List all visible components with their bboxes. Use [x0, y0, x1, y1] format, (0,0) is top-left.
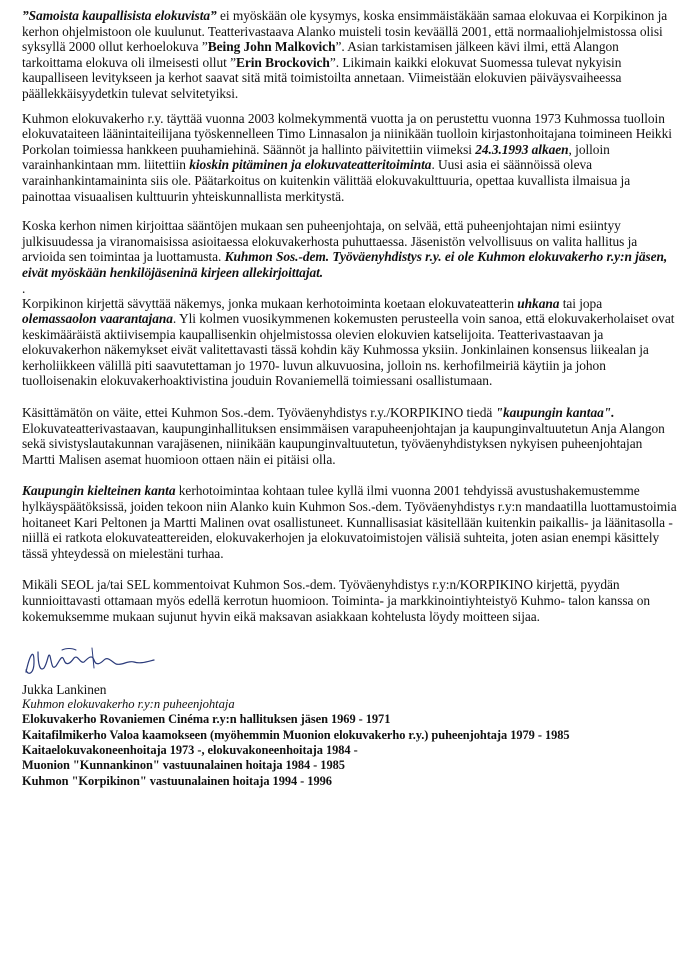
text: ”. Asian tarkistamisen jälkeen kävi ilmi, että Alangon tarkoittama elokuva oli ilmeisesti ollut ”	[22, 39, 619, 70]
text: Mikäli SEOL ja/tai SEL kommentoivat Kuhmon Sos.-dem. Työväenyhdistys r.y:n/KORPIKINO kirjettä, pyydän kunnioittavasti ottamaan myös edellä kerrotun huomioon. Toiminta- ja markkinointiyhteistyö Kuhmo- talon kanssa on kokemuksemme mukaan sujunut hyvin eikä maksavan asiakkaan kohtelusta löydy moitteen sijaa.	[22, 577, 650, 624]
paragraph-closing	[22, 577, 678, 624]
signer-name: Jukka Lankinen	[22, 682, 107, 698]
paragraph-threat	[22, 296, 678, 390]
text: Elokuvateatterivastaavan, kaupunginhallituksen ensimmäisen varapuheenjohtajan ja kaupunginvaltuutetun Anja Alangon sekä sivistyslautakunnan varajäsenen, niinikään kaupunginvaltuutetun, työväenyhdistyksen nykyisen puheenjohtajan Martti Malisen asemat huomioon ottaen näin ei pitäisi olla.	[22, 420, 665, 467]
cv-line-1: Elokuvakerho Rovaniemen Cinéma r.y:n hallituksen jäsen 1969 - 1971	[22, 712, 391, 727]
cv-line-5: Kuhmon "Korpikinon" vastuunalainen hoitaja 1994 - 1996	[22, 773, 332, 788]
handwritten-signature	[22, 642, 162, 682]
emphasis-commercial-films: ”Samoista kaupallisista elokuvista”	[22, 8, 217, 23]
text: tai jopa	[559, 295, 603, 311]
cv-line-2: Kaitafilmikerho Valoa kaamokseen (myöhemmin Muonion elokuvakerho r.y.) puheenjohtaja 1979 - 1985	[22, 727, 570, 742]
text: Korpikinon kirjettä sävyttää näkemys, jonka mukaan kerhotoiminta koetaan elokuvateatterin	[22, 295, 518, 311]
signature-block	[22, 642, 678, 789]
text: Kuhmon elokuvakerho r.y. täyttää vuonna 2003 kolmekymmentä vuotta ja on perustettu vuonna 1973 Kuhmossa tuolloin elokuvataiteen läänintaiteilijana työskennelleen Timo Linnasalon ja niinikään tuolloin kirjastonhoitajana toimineen Heikki Porkolan toimiessa hankkeen puuhamiehinä. Säännöt ja hallinto päivitettiin viimeksi	[22, 110, 672, 157]
emphasis-rules-date: 24.3.1993 alkaen	[475, 141, 569, 157]
text: ”. Likimain kaikki elokuvat Suomessa tulevat nykyisin kaupalliseen levitykseen ja kerhot saavat sitä mitä toimistoilta annetaan. Viimeistään elokuvien päiväysvaiheessa päällekkäisyydetkin tulevat selvitetyiksi.	[22, 54, 622, 101]
emphasis-negative-stance: Kaupungin kielteinen kanta	[22, 483, 176, 499]
text: . Uusi asia ei säännöissä oleva varainhankintamaininta siis ole. Päätarkoitus on kuitenkin välittää elokuvakulttuuria, opettaa kuvallista ilmaisua ja painottaa visuaalisen kulttuurin yhteiskunnallista merkitystä.	[22, 157, 631, 204]
paragraph-chairman	[22, 218, 678, 280]
emphasis-kiosk: kioskin pitäminen ja elokuvateatteritoiminta	[189, 157, 432, 173]
paragraph-club-history	[22, 111, 678, 205]
emphasis-not-member: Kuhmon Sos.-dem. Työväenyhdistys r.y. ei ole Kuhmon elokuvakerho r.y:n jäsen, eivät myöskään henkilöjäseninä kirjeen allekirjoittajat.	[22, 249, 668, 280]
signer-title: Kuhmon elokuvakerho r.y:n puheenjohtaja	[22, 697, 235, 712]
text: Koska kerhon nimen kirjoittaa sääntöjen mukaan sen puheenjohtaja, on selvää, että puheenjohtajan nimi esiintyy julkisuudessa ja viranomaisissa asioitaessa elokuvakerhosta puhuttaessa. Jäsenistön velvollisuus on valita hallitus ja arvioida sen toimintaa ja luottamusta.	[22, 218, 638, 265]
emphasis-existence: olemassaolon vaarantajana	[22, 311, 173, 327]
cv-line-4: Muonion "Kunnankinon" vastuunalainen hoitaja 1984 - 1985	[22, 758, 345, 773]
text: Käsittämätön on väite, ettei Kuhmon Sos.-dem. Työväenyhdistys r.y./KORPIKINO tiedä	[22, 405, 496, 421]
text: , jolloin varainhankintaan mm. liitettiin	[22, 141, 610, 173]
film-title-malkovich: Being John Malkovich	[207, 39, 336, 55]
paragraph-commercial-films	[22, 8, 678, 102]
emphasis-threat: uhkana	[517, 295, 560, 311]
cv-line-3: Kaitaelokuvakoneenhoitaja 1973 -, elokuvakoneenhoitaja 1984 -	[22, 743, 358, 757]
text: . Yli kolmen vuosikymmenen kokemusten perusteella voin sanoa, että elokuvakerholaiset ovat keskimääräistä aktiivisempia kaupallisenkin ohjelmistossa olevien elokuvien katselijoita. Teatterivastaavan ja elokuvakerhon näkemykset eivät valitettavasti tässä kohdin käy Kuhmossa yksiin. Jonkinlainen konsensus liikealan ja kerholiikkeen välillä piti saavutettaman jo 1970- luvun alkuvuosina, jolloin ns. kerhofilmeiriä käytiin ja johon tuolloisenakin elokuvakerhoaktivistina jouduin Rovaniemellä toimiessani osallistumaan.	[22, 311, 675, 389]
stray-dot: .	[22, 280, 26, 296]
emphasis-city-stance: "kaupungin kantaa".	[495, 405, 615, 421]
text: ei myöskään ole kysymys, koska ensimmäistäkään samaa elokuvaa ei Korpikinon ja kerhon ohjelmistoon ole kuulunut. Teatterivastaava Alanko muisteli tosin keväällä 2001, että normaaliohjelmistossa olisi syksyllä 2000 ollut kerhoelokuva ”	[22, 8, 668, 55]
text: kerhotoimintaa kohtaan tulee kyllä ilmi vuonna 2001 tehdyissä avustushakemustemme hylkäyspäätöksissä, joiden tekoon niin Alanko kuin Kuhmon Sos.-dem. Työväenyhdistys r.y:n mandaatilla luottamustoimia hoitaneet Kari Peltonen ja Martti Malinen ovat osallistuneet. Kunnallisasiat käsitellään kuitenkin paikallis- ja läänitasolla - niillä ei ratkota elokuvateattereiden, elokuvakerhojen ja elokuvatoimistojen välisiä suhteita, joten asian enempi käsittely tässä yhteydessä on mielestäni turhaa.	[22, 483, 677, 561]
film-title-brockovich: Erin Brockovich	[235, 54, 330, 70]
paragraph-negative-stance	[22, 483, 678, 561]
paragraph-city-stance	[22, 405, 678, 467]
